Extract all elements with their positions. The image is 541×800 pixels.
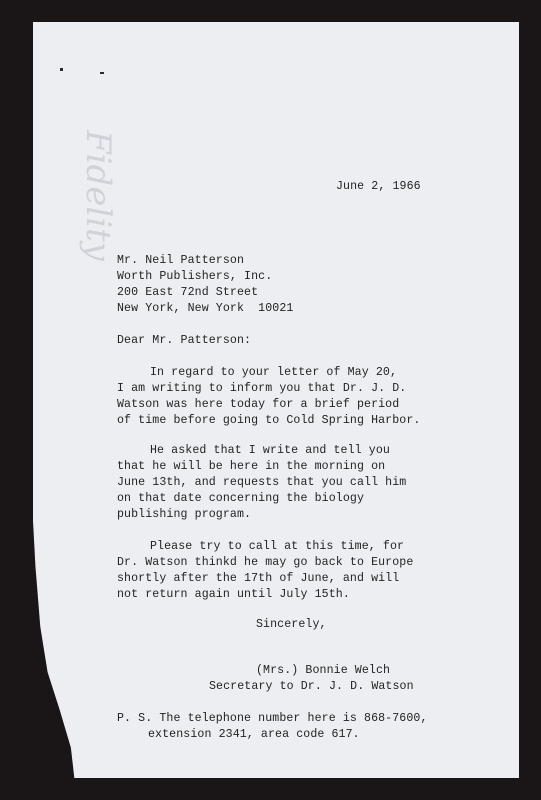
recipient-line: Worth Publishers, Inc. bbox=[117, 270, 273, 283]
recipient-line: 200 East 72nd Street bbox=[117, 286, 259, 299]
paragraph-line: of time before going to Cold Spring Harbor. bbox=[117, 414, 421, 427]
paragraph-line: publishing program. bbox=[117, 508, 252, 521]
postscript-line: P. S. The telephone number here is 868-7600, bbox=[117, 712, 428, 725]
watermark: Fidelity bbox=[78, 130, 118, 261]
signature-line: Secretary to Dr. J. D. Watson bbox=[209, 680, 414, 693]
recipient-line: Mr. Neil Patterson bbox=[117, 254, 245, 267]
paragraph-line: on that date concerning the biology bbox=[117, 492, 365, 505]
paragraph-line: not return again until July 15th. bbox=[117, 588, 350, 601]
paragraph-line: shortly after the 17th of June, and will bbox=[117, 572, 400, 585]
paragraph-line: I am writing to inform you that Dr. J. D. bbox=[117, 382, 407, 395]
closing: Sincerely, bbox=[256, 618, 327, 631]
paragraph-line: He asked that I write and tell you bbox=[150, 444, 390, 457]
paragraph-line: Watson was here today for a brief period bbox=[117, 398, 400, 411]
salutation: Dear Mr. Patterson: bbox=[117, 334, 252, 347]
paper-mark bbox=[100, 72, 104, 74]
postscript-line: extension 2341, area code 617. bbox=[148, 728, 360, 741]
letter-date: June 2, 1966 bbox=[336, 180, 421, 193]
signature-line: (Mrs.) Bonnie Welch bbox=[256, 664, 391, 677]
paragraph-line: June 13th, and requests that you call him bbox=[117, 476, 407, 489]
paragraph-line: In regard to your letter of May 20, bbox=[150, 366, 398, 379]
paper-mark bbox=[60, 68, 63, 71]
paragraph-line: that he will be here in the morning on bbox=[117, 460, 386, 473]
recipient-line: New York, New York 10021 bbox=[117, 302, 294, 315]
paragraph-line: Please try to call at this time, for bbox=[150, 540, 405, 553]
paragraph-line: Dr. Watson thinkd he may go back to Europe bbox=[117, 556, 414, 569]
